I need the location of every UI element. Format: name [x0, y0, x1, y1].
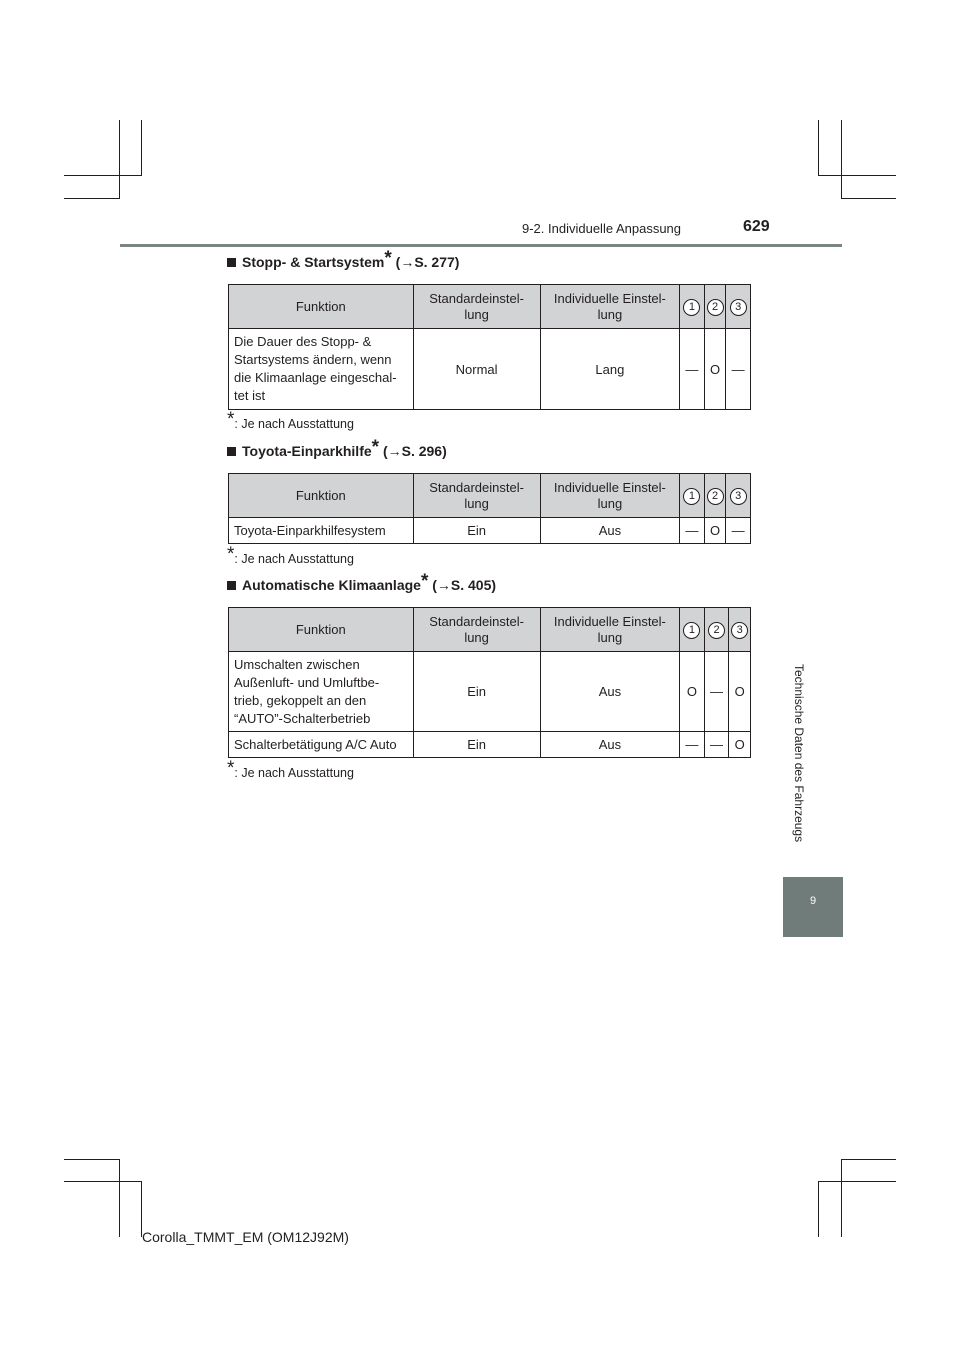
header-cell-default: Standardeinstel- lung: [413, 285, 540, 329]
circled-1-icon: 1: [683, 299, 700, 316]
table-header-row: [229, 285, 751, 329]
cell-mode-1: O: [680, 652, 705, 732]
page-number: 629: [743, 218, 770, 235]
asterisk-icon: *: [227, 409, 235, 430]
crop-mark: [841, 1159, 896, 1160]
crop-mark: [64, 1181, 142, 1182]
cell-custom: Lang: [540, 329, 679, 410]
section-heading: Stopp- & Startsystem * (→S. 277): [227, 254, 459, 270]
page-reference: (→S. 296): [382, 443, 447, 459]
crop-mark: [818, 1181, 896, 1182]
crop-mark: [119, 1159, 120, 1237]
cell-mode-1: —: [680, 518, 705, 544]
crop-mark: [119, 120, 120, 198]
header-rule: [120, 244, 842, 247]
cell-mode-2: —: [704, 652, 729, 732]
footnote: *: Je nach Ausstattung: [227, 409, 354, 431]
section-heading-title: Automatische Klimaanlage: [242, 577, 421, 593]
page-reference: (→S. 405): [432, 577, 497, 593]
settings-table: [228, 607, 751, 758]
header-cell-mode-1: [680, 285, 705, 329]
crop-mark: [141, 120, 142, 175]
crop-mark: [818, 120, 819, 175]
header-cell-default: Standardeinstel- lung: [413, 608, 540, 652]
cell-default: Ein: [413, 652, 540, 732]
table-row: [229, 732, 751, 758]
crop-mark: [64, 1159, 120, 1160]
cell-mode-2: —: [704, 732, 729, 758]
header-cell-custom: Individuelle Einstel- lung: [540, 285, 679, 329]
cell-mode-3: O: [729, 732, 751, 758]
table-row: [229, 518, 751, 544]
header-cell-function: Funktion: [229, 285, 414, 329]
cell-function: Umschalten zwischen Außenluft- und Umluftbe- trieb, gekoppelt an den “AUTO”-Schalterbetrieb: [229, 652, 414, 732]
crop-mark: [841, 198, 896, 199]
cell-mode-2: O: [704, 518, 726, 544]
cell-function: Die Dauer des Stopp- & Startsystems ändern, wenn die Klimaanlage eingeschal- tet ist: [229, 329, 414, 410]
table-header-row: [229, 608, 751, 652]
table-row: [229, 329, 751, 410]
cell-default: Normal: [413, 329, 540, 410]
crop-mark: [818, 175, 896, 176]
section-heading: Automatische Klimaanlage * (→S. 405): [227, 577, 496, 593]
cell-function: Schalterbetätigung A/C Auto: [229, 732, 414, 758]
cell-mode-3: —: [726, 329, 751, 410]
square-bullet-icon: [227, 581, 236, 590]
cell-function: Toyota-Einparkhilfesystem: [229, 518, 414, 544]
header-cell-default: Standardeinstel- lung: [413, 474, 540, 518]
circled-3-icon: 3: [730, 488, 747, 505]
header-cell-mode-2: [704, 608, 729, 652]
header-cell-mode-3: [726, 285, 751, 329]
cell-default: Ein: [413, 518, 540, 544]
header-cell-custom: Individuelle Einstel- lung: [540, 474, 679, 518]
header-cell-mode-1: [680, 474, 705, 518]
asterisk-icon: *: [227, 544, 235, 565]
circled-2-icon: 2: [707, 488, 724, 505]
header-cell-mode-3: [726, 474, 751, 518]
header-cell-mode-2: [704, 474, 726, 518]
section-heading: Toyota-Einparkhilfe * (→S. 296): [227, 443, 447, 459]
footnote: *: Je nach Ausstattung: [227, 758, 354, 780]
page-reference: (→S. 277): [395, 254, 460, 270]
cell-custom: Aus: [540, 732, 679, 758]
section-heading-title: Toyota-Einparkhilfe: [242, 443, 372, 459]
square-bullet-icon: [227, 258, 236, 267]
circled-1-icon: 1: [683, 622, 700, 639]
chapter-tab: [783, 877, 843, 937]
table-header-row: [229, 474, 751, 518]
cell-custom: Aus: [540, 652, 679, 732]
header-cell-custom: Individuelle Einstel- lung: [540, 608, 679, 652]
settings-table: [228, 473, 751, 544]
section-title: 9-2. Individuelle Anpassung: [522, 221, 682, 236]
header-cell-mode-1: [680, 608, 705, 652]
header-cell-function: Funktion: [229, 608, 414, 652]
cell-mode-1: —: [680, 329, 705, 410]
cell-mode-1: —: [680, 732, 705, 758]
crop-mark: [64, 175, 142, 176]
circled-2-icon: 2: [708, 622, 725, 639]
circled-1-icon: 1: [683, 488, 700, 505]
footnote: *: Je nach Ausstattung: [227, 544, 354, 566]
chapter-number: 9: [809, 895, 817, 907]
cell-mode-3: O: [729, 652, 751, 732]
cell-custom: Aus: [540, 518, 679, 544]
cell-mode-2: O: [704, 329, 726, 410]
cell-mode-3: —: [726, 518, 751, 544]
circled-3-icon: 3: [730, 299, 747, 316]
crop-mark: [818, 1181, 819, 1237]
asterisk-icon: *: [227, 758, 235, 779]
circled-3-icon: 3: [731, 622, 748, 639]
crop-mark: [841, 120, 842, 198]
section-heading-title: Stopp- & Startsystem: [242, 254, 385, 270]
square-bullet-icon: [227, 447, 236, 456]
crop-mark: [841, 1159, 842, 1237]
header-cell-function: Funktion: [229, 474, 414, 518]
cell-default: Ein: [413, 732, 540, 758]
circled-2-icon: 2: [707, 299, 724, 316]
document-id: Corolla_TMMT_EM (OM12J92M): [142, 1229, 349, 1245]
header-cell-mode-2: [704, 285, 726, 329]
table-row: [229, 652, 751, 732]
crop-mark: [64, 198, 120, 199]
settings-table: [228, 284, 751, 410]
header-cell-mode-3: [729, 608, 751, 652]
chapter-label: Technische Daten des Fahrzeugs: [792, 664, 806, 843]
